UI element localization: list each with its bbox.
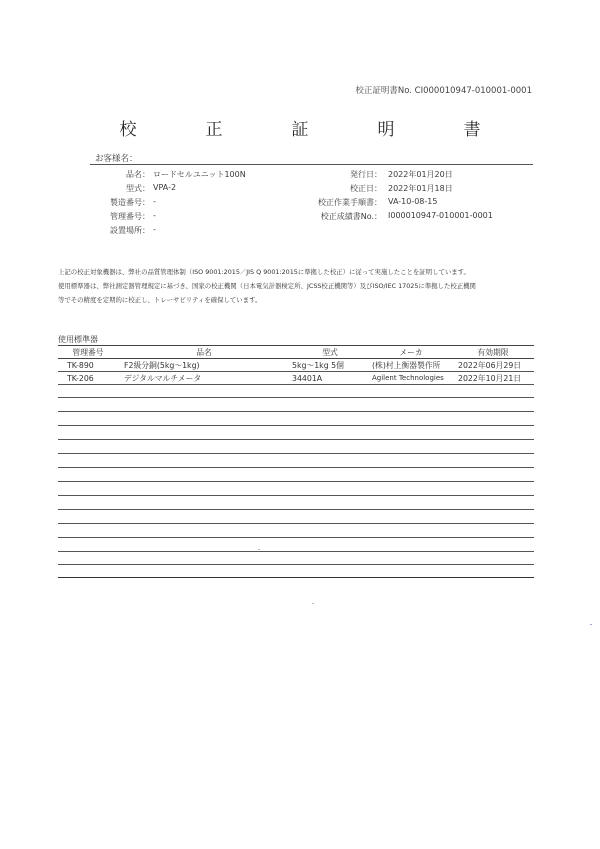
control-number-label: 管理番号： [110,212,150,221]
scan-speck [312,603,314,604]
cell-expiry: 2022年10月21日 [452,372,534,385]
calibration-date-value: 2022年01月18日 [388,184,453,193]
scan-speck [590,624,592,625]
col-header-model: 型式 [290,346,370,359]
empty-row-line [58,523,534,524]
empty-row-line [58,564,534,565]
procedure-label: 校正作業手順書： [318,198,382,207]
cell-item-name: F2級分銅(5kg～1kg) [118,359,290,372]
note-line: 等でその精度を定期的に校正し、トレーサビリティを確保しています。 [58,296,262,304]
model-label: 型式： [126,184,150,193]
empty-row-line [58,495,534,496]
cell-control-number: TK-890 [58,359,118,372]
issue-date-value: 2022年01月20日 [388,170,453,179]
note-line: 使用標準器は、弊社測定器管理規定に基づき、国家の校正機関（日本電気計器検定所、JCSS校正機関等）及びISO/IEC 17025に準拠した校正機関 [58,282,476,290]
col-header-maker: メーカ [370,346,452,359]
serial-number-value: - [153,197,156,206]
customer-underline [90,164,533,165]
empty-row-line [58,411,534,412]
procedure-value: VA-10-08-15 [388,197,438,206]
empty-row-line [58,453,534,454]
item-name-label: 品名： [126,170,150,179]
empty-row-line [58,425,534,426]
empty-row-line [58,397,534,398]
standards-title: 使用標準器 [58,335,98,344]
cell-item-name: デジタルマルチメータ [118,372,290,385]
cell-maker: Agilent Technologies [370,372,452,385]
control-number-value: - [153,211,156,220]
col-header-item-name: 品名 [118,346,290,359]
empty-row-line [58,537,534,538]
empty-row-line [58,509,534,510]
calibration-date-label: 校正日： [350,184,382,193]
cell-maker: (株)村上衡器製作所 [370,359,452,372]
report-number-label: 校正成績書No.： [320,212,382,221]
col-header-expiry: 有効期限 [452,346,534,359]
cell-model: 5kg～1kg 5個 [290,359,370,372]
empty-row-line [58,551,534,552]
table-bottom-line [58,577,534,578]
cell-control-number: TK-206 [58,372,118,385]
scan-speck [258,549,260,550]
location-value: - [153,225,156,234]
table-row [58,359,534,372]
cell-expiry: 2022年06月29日 [452,359,534,372]
serial-number-label: 製造番号： [110,198,150,207]
note-line: 上記の校正対象機器は、弊社の品質管理体制（ISO 9001:2015／JIS Q 9001:2015に準拠した校正）に従って実施したことを証明しています。 [58,268,470,276]
model-value: VPA-2 [153,183,177,192]
customer-label: お客様名： [95,154,138,164]
cell-model: 34401A [290,372,370,385]
certificate-number: 校正証明書No. CI000010947-010001-0001 [355,86,532,96]
standards-table [58,345,534,385]
col-header-control-number: 管理番号 [58,346,118,359]
report-number-value: I000010947-010001-0001 [388,211,493,220]
table-row [58,372,534,385]
empty-row-line [58,439,534,440]
empty-row-line [58,481,534,482]
document-title: 校 正 証 明 書 [119,120,507,140]
certification-notes [58,265,548,307]
issue-date-label: 発行日： [350,170,382,179]
item-name-value: ロードセルユニット100N [153,170,246,179]
location-label: 設置場所： [110,226,150,235]
empty-row-line [58,467,534,468]
table-header-row [58,346,534,359]
